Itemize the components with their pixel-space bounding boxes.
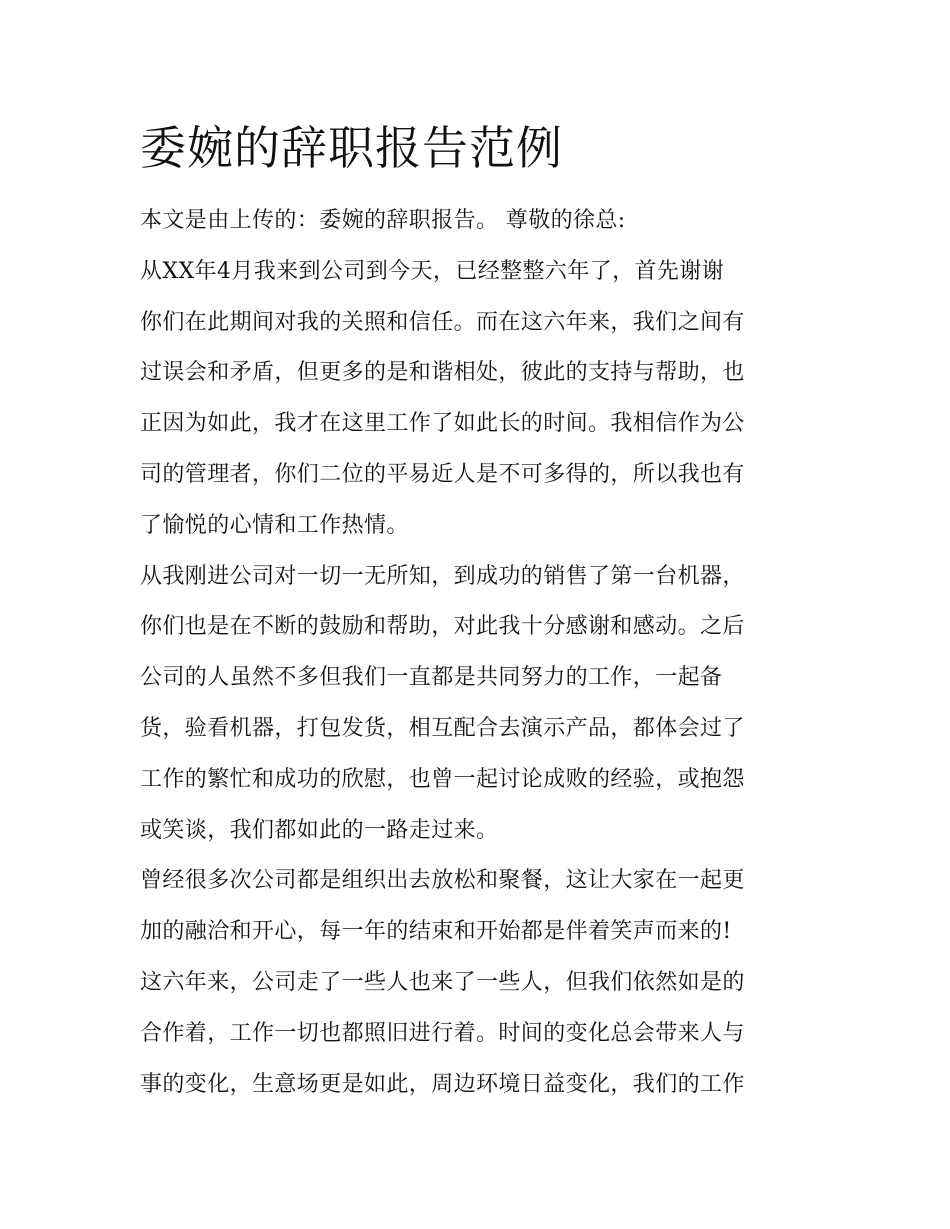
body-line: 这六年来，公司走了一些人也来了一些人，但我们依然如是的 [140, 969, 745, 995]
body-line: 公司的人虽然不多但我们一直都是共同努力的工作，一起备 [140, 665, 723, 691]
body-line: 从我刚进公司对一切一无所知，到成功的销售了第一台机器， [140, 563, 745, 589]
document-body [140, 196, 820, 1110]
body-line: 你们也是在不断的鼓励和帮助，对此我十分感谢和感动。之后 [140, 614, 745, 640]
body-line: 曾经很多次公司都是组织出去放松和聚餐，这让大家在一起更 [140, 868, 745, 894]
body-line: 货，验看机器，打包发货，相互配合去演示产品，都体会过了 [140, 715, 745, 741]
body-line: 或笑谈，我们都如此的一路走过来。 [140, 817, 499, 843]
body-line: 合作着，工作一切也都照旧进行着。时间的变化总会带来人与 [140, 1020, 745, 1046]
body-line: 事的变化，生意场更是如此，周边环境日益变化，我们的工作 [140, 1071, 745, 1097]
body-line: 加的融洽和开心，每一年的结束和开始都是伴着笑声而来的! [140, 919, 732, 945]
document-title: 委婉的辞职报告范例 [140, 121, 563, 175]
body-line: 过误会和矛盾，但更多的是和谐相处，彼此的支持与帮助，也 [140, 360, 745, 386]
body-line: 司的管理者，你们二位的平易近人是不可多得的，所以我也有 [140, 461, 745, 487]
body-line: 你们在此期间对我的关照和信任。而在这六年来，我们之间有 [140, 309, 745, 335]
body-line: 工作的繁忙和成功的欣慰，也曾一起讨论成败的经验，或抱怨 [140, 766, 745, 792]
body-line: 本文是由上传的：委婉的辞职报告。 尊敬的徐总: [140, 208, 626, 233]
body-line: 从XX年4月我来到公司到今天，已经整整六年了，首先谢谢 [140, 258, 725, 284]
body-line: 正因为如此，我才在这里工作了如此长的时间。我相信作为公 [140, 411, 745, 437]
body-line: 了愉悦的心情和工作热情。 [140, 512, 409, 538]
